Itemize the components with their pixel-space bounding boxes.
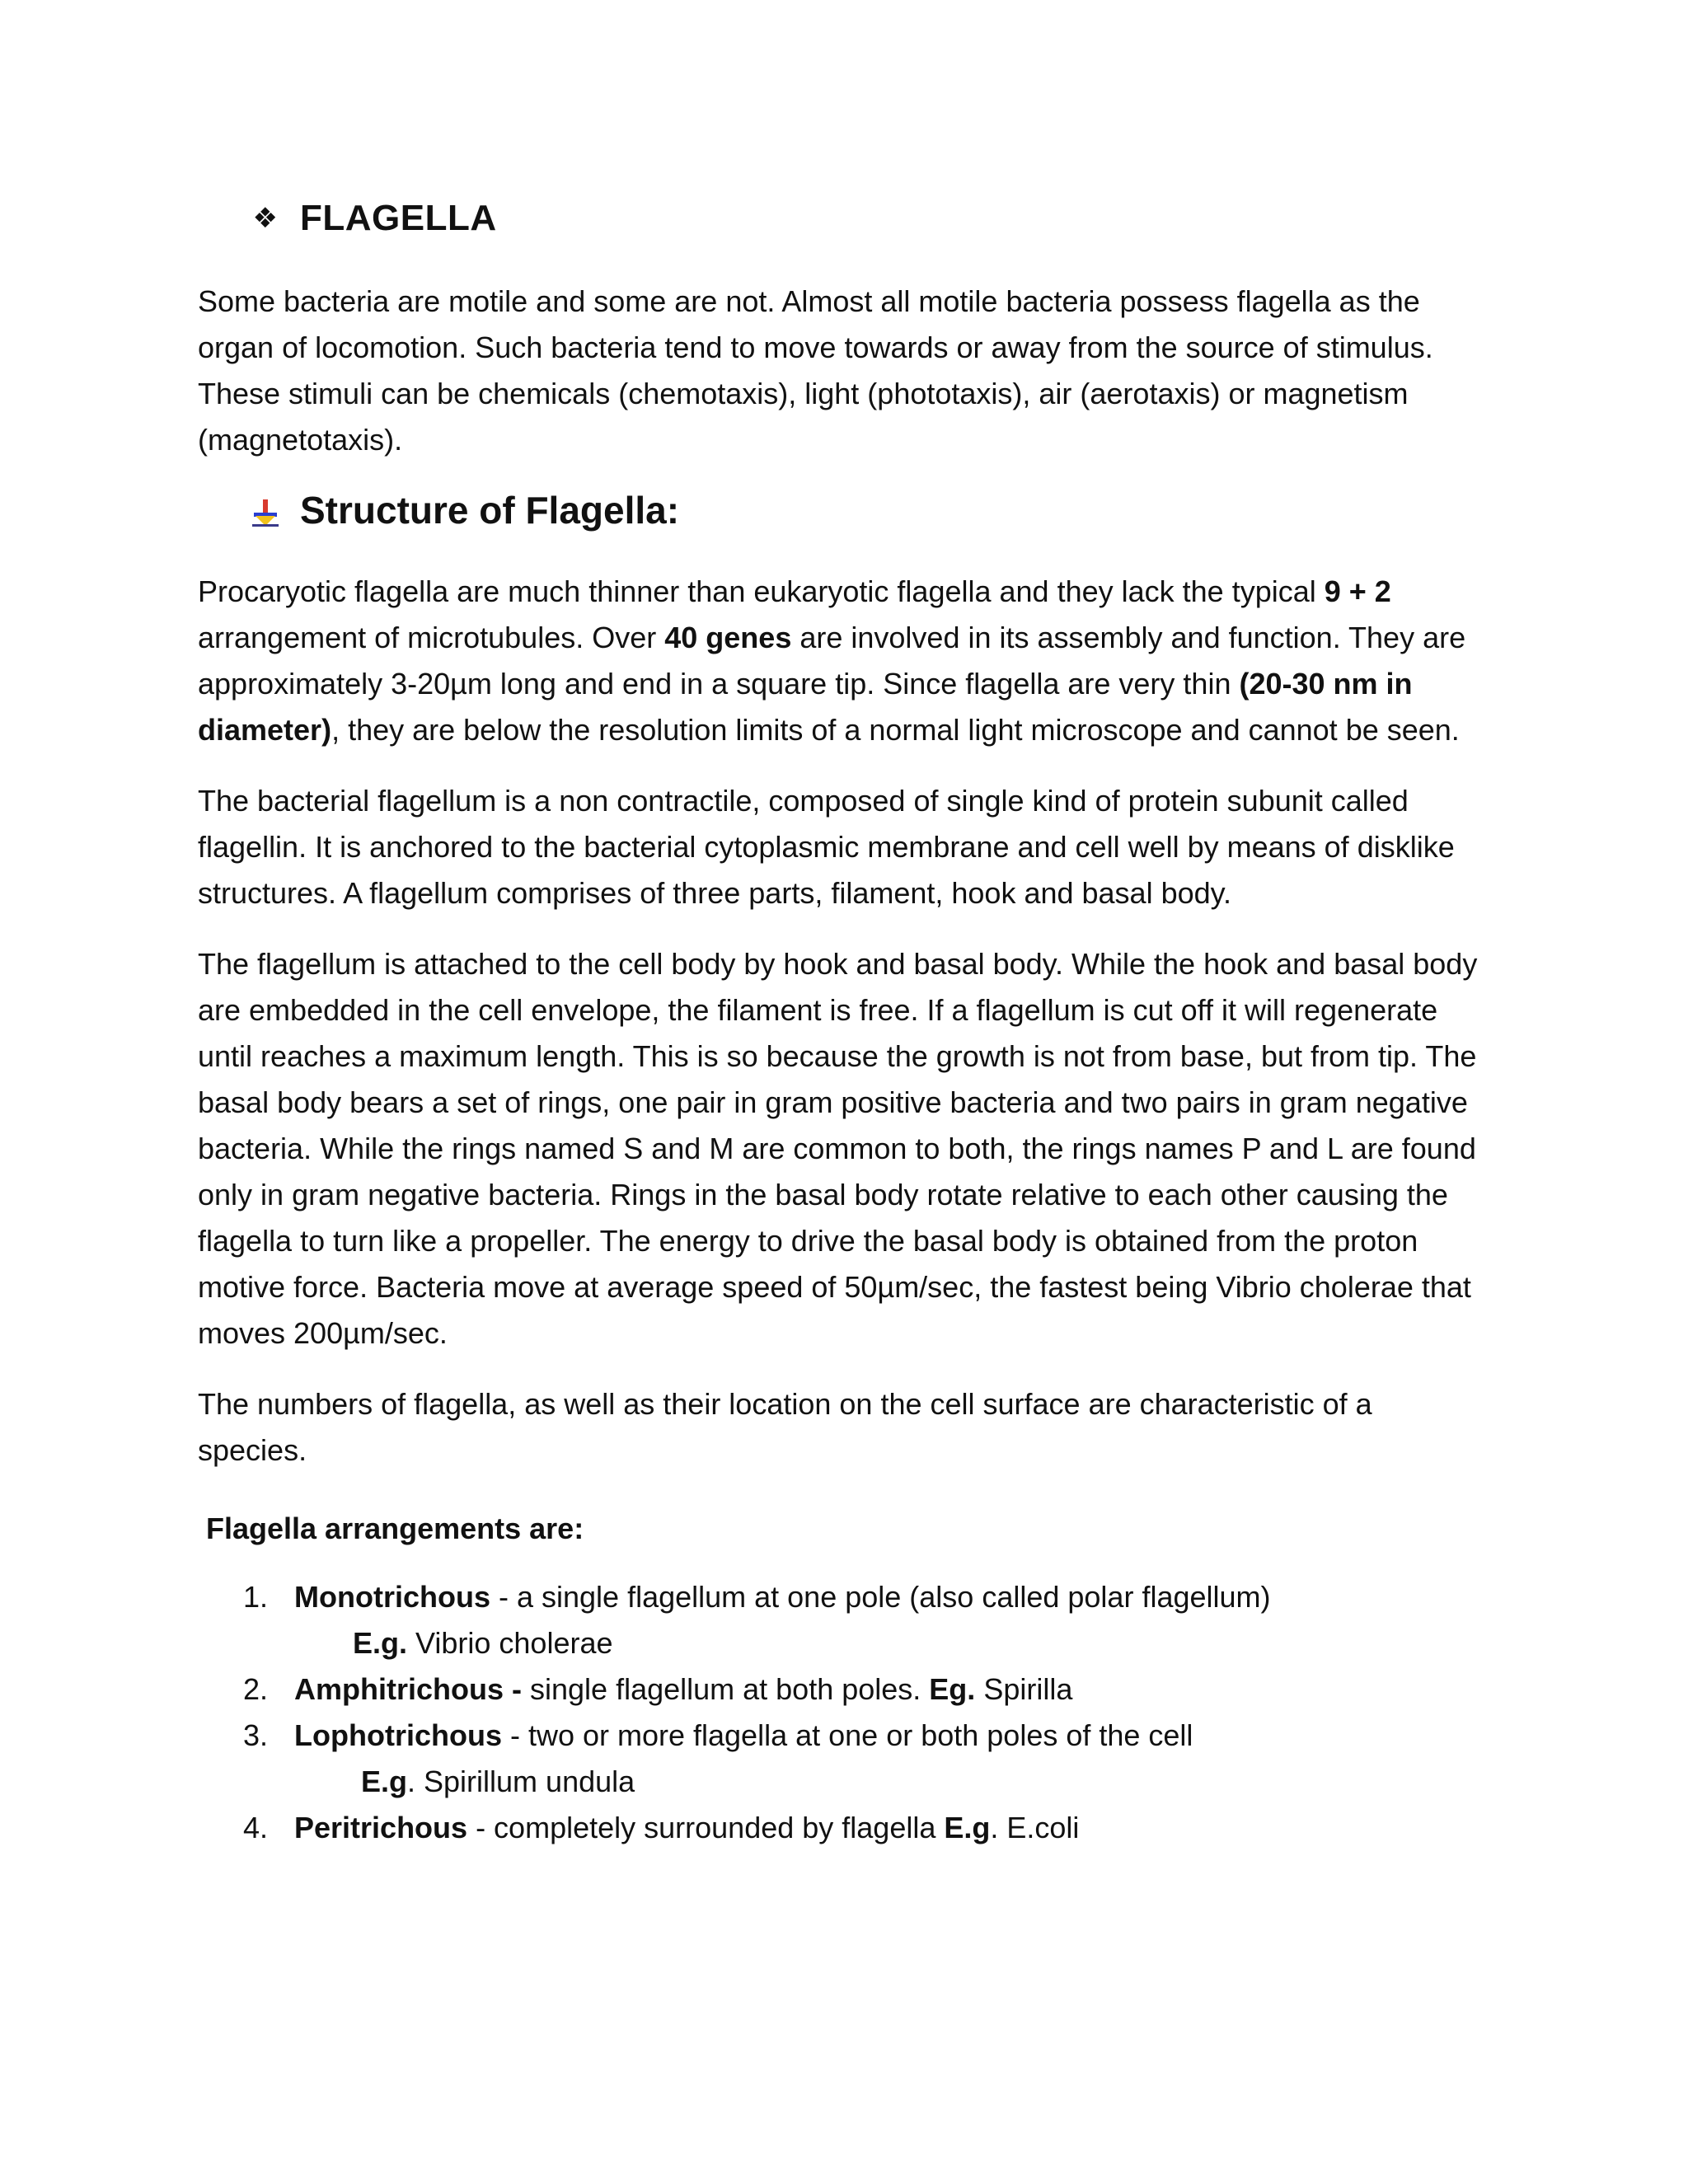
list-number: 3. bbox=[243, 1718, 269, 1752]
term: Peritrichous bbox=[294, 1811, 468, 1844]
list-item bbox=[198, 1805, 1484, 1851]
text-run: Procaryotic flagella are much thinner than eukaryotic flagella and they lack the typical bbox=[198, 574, 1325, 608]
text-run: arrangement of microtubules. Over bbox=[198, 621, 665, 654]
description: - two or more flagella at one or both poles of the cell bbox=[501, 1718, 1193, 1752]
list-text bbox=[294, 1713, 1193, 1759]
subheading-structure bbox=[249, 488, 1484, 532]
arrangements-list bbox=[198, 1574, 1484, 1851]
arrangements-heading: Flagella arrangements are: bbox=[206, 1511, 584, 1545]
list-text bbox=[294, 1574, 1271, 1620]
list-item bbox=[198, 1666, 1484, 1713]
example-line bbox=[361, 1759, 1484, 1805]
paragraph-flagellum-attachment: The flagellum is attached to the cell body by hook and basal body. While the hook and basal body are embedded in the cell envelope, the filament is free. If a flagellum is cut off it will regenerate until reaches a maximum length. This is so because the growth is not from base, but from tip. The basal body bears a set of rings, one pair in gram positive bacteria and two pairs in gram negative bacteria. While the rings named S and M are common to both, the rings names P and L are found only in gram negative bacteria. Rings in the basal body rotate relative to each other causing the flagella to turn like a propeller. The energy to drive the basal body is obtained from the proton motive force. Bacteria move at average speed of 50µm/sec, the fastest being Vibrio cholerae that moves 200µm/sec. bbox=[198, 947, 1478, 1350]
list-text bbox=[294, 1805, 1079, 1851]
example-label: E.g bbox=[944, 1811, 991, 1844]
section-heading-flagella bbox=[249, 198, 1484, 239]
list-number: 1. bbox=[243, 1580, 269, 1614]
example-label: E.g. bbox=[353, 1626, 408, 1660]
example-text: . Spirillum undula bbox=[407, 1765, 635, 1798]
document-page bbox=[198, 198, 1484, 1851]
term: Amphitrichous - bbox=[294, 1672, 522, 1706]
list-number: 2. bbox=[243, 1672, 269, 1706]
example-text: . E.coli bbox=[990, 1811, 1080, 1844]
example-label: E.g bbox=[361, 1765, 408, 1798]
term: Monotrichous bbox=[294, 1580, 490, 1614]
example-text: Vibrio cholerae bbox=[407, 1626, 613, 1660]
arrow-down-icon bbox=[249, 494, 282, 527]
description: - completely surrounded by flagella bbox=[467, 1811, 945, 1844]
example-line bbox=[353, 1620, 1484, 1666]
description: single flagellum at both poles. bbox=[522, 1672, 930, 1706]
heading-text: FLAGELLA bbox=[300, 198, 497, 238]
example-text: Spirilla bbox=[975, 1672, 1073, 1706]
bold-run: (20-30 nm in diameter) bbox=[198, 667, 1413, 747]
bold-run: 9 + 2 bbox=[1324, 574, 1391, 608]
example-label: Eg. bbox=[929, 1672, 976, 1706]
subheading-text: Structure of Flagella: bbox=[300, 489, 680, 532]
intro-paragraph: Some bacteria are motile and some are not. Almost all motile bacteria possess flagella as the organ of locomotion. Such bacteria tend to move towards or away from the source of stimulus. These stimuli can be chemicals (chemotaxis), light (phototaxis), air (aerotaxis) or magnetism (magnetotaxis). bbox=[198, 284, 1433, 457]
term: Lophotrichous bbox=[294, 1718, 502, 1752]
list-text bbox=[294, 1666, 1072, 1713]
description: - a single flagellum at one pole (also called polar flagellum) bbox=[490, 1580, 1271, 1614]
bold-run: 40 genes bbox=[664, 621, 792, 654]
paragraph-flagella-numbers: The numbers of flagella, as well as their location on the cell surface are characteristic of a species. bbox=[198, 1387, 1372, 1467]
list-number: 4. bbox=[243, 1811, 269, 1844]
text-run: are involved in its assembly and function. They are approximately 3-20µm long and end in a square tip. Since flagella are very thin bbox=[198, 621, 1466, 701]
paragraph-flagellum-composition: The bacterial flagellum is a non contractile, composed of single kind of protein subunit called flagellin. It is anchored to the bacterial cytoplasmic membrane and cell well by means of disklike structures. A flagellum comprises of three parts, filament, hook and basal body. bbox=[198, 784, 1455, 910]
four-diamond-icon: ❖ bbox=[252, 203, 279, 234]
paragraph-procaryotic bbox=[198, 569, 1484, 753]
list-item bbox=[198, 1713, 1484, 1759]
text-run: , they are below the resolution limits of a normal light microscope and cannot be seen. bbox=[331, 713, 1460, 747]
list-item bbox=[198, 1574, 1484, 1620]
